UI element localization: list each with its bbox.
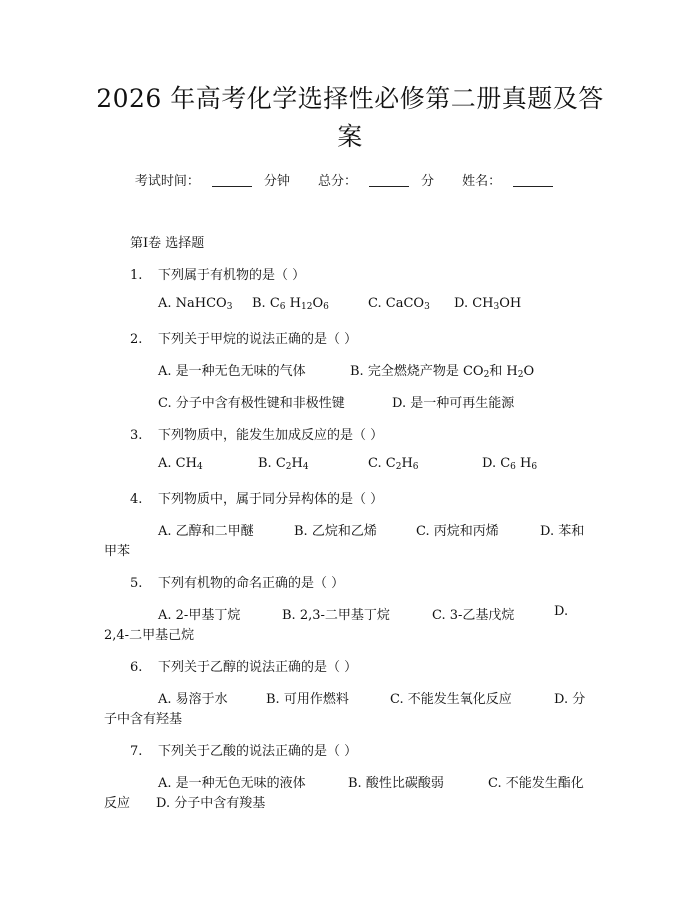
question-number: 1. [130,268,143,283]
option-c: C. 分子中含有极性键和非极性键 [158,396,345,411]
option-c: C. $C_2H_6$ [368,456,419,472]
question-number: 4. [130,492,143,507]
option-b: B. $C_2H_4$ [258,456,309,472]
option-a: A. 乙醇和二甲醚 [158,524,254,539]
option-d: D. 分 [554,692,586,707]
option-c: C. 丙烷和丙烯 [416,524,499,539]
option-d: D. $CH_3OH$ [454,296,522,312]
question-text: 下列关于甲烷的说法正确的是（ ） [158,332,358,347]
question-text: 下列物质中，能发生加成反应的是（ ） [158,428,384,443]
question-number: 2. [130,332,143,347]
question-4-wrap: 甲苯 [104,544,131,559]
question-number: 5. [130,576,143,591]
time-blank [212,174,252,187]
exam-meta [0,170,700,189]
name-blank [513,174,553,187]
option-c: C. 不能发生氧化反应 [390,692,512,707]
question-7-wrap: 反应 D. 分子中含有羧基 [104,796,266,811]
score-blank [369,174,409,187]
name-field [462,170,565,189]
question-3 [130,424,383,443]
time-unit: 分钟 [263,174,290,189]
score-field [318,170,434,189]
option-a: A. 2-甲基丁烷 [158,608,241,623]
question-7 [130,740,357,759]
option-c: C. 不能发生酯化 [488,776,584,791]
option-b: B. 乙烷和乙烯 [294,524,377,539]
option-b: B. 完全燃烧产物是 $CO_2$和 $H_2O$ [350,364,535,380]
option-b: B. 2,3-二甲基丁烷 [282,608,390,623]
option-a: A. 是一种无色无味的气体 [158,364,306,379]
question-4 [130,488,383,507]
option-a: A. $CH_4$ [158,456,203,472]
question-number: 3. [130,428,143,443]
score-label: 总分： [317,174,357,189]
option-d: D. 苯和 [540,524,585,539]
option-a: A. NaHCO$_3$ [158,296,233,312]
score-unit: 分 [421,174,435,189]
time-field [135,170,290,189]
question-2 [130,328,357,347]
option-d: D. 是一种可再生能源 [392,396,515,411]
question-number: 7. [130,744,143,759]
question-text: 下列关于乙醇的说法正确的是（ ） [158,660,358,675]
option-d: D. $C_6$ $H_6$ [482,456,538,472]
question-text: 下列关于乙酸的说法正确的是（ ） [158,744,358,759]
document-title [90,80,610,156]
title-line-2: 案 [337,122,363,151]
option-b: B. 酸性比碳酸弱 [348,776,444,791]
time-label: 考试时间： [134,174,200,189]
option-d: D. [554,604,569,619]
question-text: 下列有机物的命名正确的是（ ） [158,576,345,591]
section-heading: 第Ⅰ卷 选择题 [130,236,205,251]
question-text: 下列属于有机物的是（ ） [158,268,306,283]
option-b: B. 可用作燃料 [266,692,349,707]
question-number: 6. [130,660,143,675]
name-label: 姓名： [462,174,502,189]
title-line-1: 2026 年高考化学选择性必修第二册真题及答 [96,84,604,113]
question-5-wrap: 2,4-二甲基己烷 [104,628,195,643]
option-a: A. 是一种无色无味的液体 [158,776,306,791]
option-b: B. $C_6$ $H_{12}O_6$ [252,296,329,312]
question-6 [130,656,357,675]
option-a: A. 易溶于水 [158,692,228,707]
question-text: 下列物质中，属于同分异构体的是（ ） [158,492,384,507]
question-5 [130,572,344,591]
question-1 [130,264,305,283]
option-c: C. 3-乙基戊烷 [432,608,515,623]
option-c: C. CaCO$_3$ [368,296,430,312]
question-6-wrap: 子中含有羟基 [104,712,183,727]
